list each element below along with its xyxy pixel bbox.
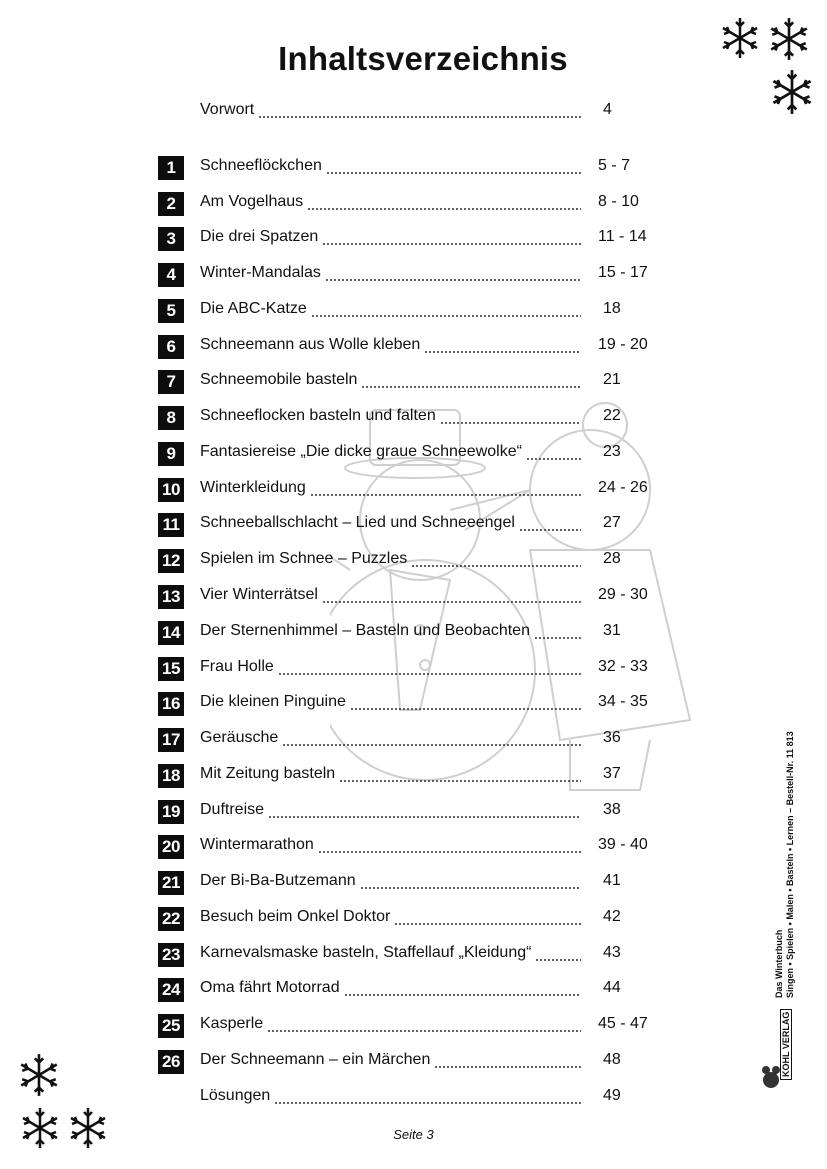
chapter-number-badge: 5 — [158, 299, 184, 323]
toc-entry-leader — [200, 765, 581, 787]
dot-leader — [361, 385, 581, 389]
chapter-number-badge: 1 — [158, 156, 184, 180]
dot-leader — [440, 421, 581, 425]
chapter-number-badge: 18 — [158, 764, 184, 788]
chapter-title: Der Sternenhimmel – Basteln und Beobachten — [200, 622, 530, 639]
toc-entry — [158, 100, 678, 124]
toc-entry-leader — [200, 872, 581, 894]
chapter-number-badge: 8 — [158, 406, 184, 430]
dot-leader — [318, 850, 581, 854]
toc-entry-leader — [200, 979, 581, 1001]
chapter-number-badge: 17 — [158, 728, 184, 752]
mouse-mascot-icon — [760, 1064, 782, 1090]
chapter-title: Die kleinen Pinguine — [200, 693, 346, 710]
dot-leader — [310, 493, 581, 497]
toc-entry — [158, 192, 678, 216]
toc-entry — [158, 835, 678, 859]
toc-entry — [158, 156, 678, 180]
toc-entry — [158, 370, 678, 394]
page-range: 44 — [603, 979, 621, 996]
dot-leader — [534, 636, 581, 640]
page-range: 41 — [603, 872, 621, 889]
page-range: 49 — [603, 1087, 621, 1104]
page-range: 37 — [603, 765, 621, 782]
chapter-number-badge: 11 — [158, 513, 184, 537]
toc-entry-leader — [200, 157, 581, 179]
snowflake-icon — [16, 1052, 62, 1098]
dot-leader — [360, 886, 581, 890]
page-range: 36 — [603, 729, 621, 746]
toc-entry — [158, 692, 678, 716]
toc-entry — [158, 1050, 678, 1074]
toc-entry — [158, 585, 678, 609]
toc-entry — [158, 800, 678, 824]
dot-leader — [258, 115, 581, 119]
toc-entry — [158, 299, 678, 323]
page-range: 8 - 10 — [598, 193, 639, 210]
toc-entry-leader — [200, 658, 581, 680]
dot-leader — [307, 207, 581, 211]
page-number: Seite 3 — [393, 1127, 434, 1142]
page-range: 24 - 26 — [598, 479, 648, 496]
page-range: 34 - 35 — [598, 693, 648, 710]
page-title: Inhaltsverzeichnis — [278, 40, 568, 77]
dot-leader — [424, 350, 581, 354]
toc-entry — [158, 442, 678, 466]
dot-leader — [274, 1101, 581, 1105]
chapter-number-badge: 12 — [158, 549, 184, 573]
toc-entry — [158, 1086, 678, 1110]
dot-leader — [267, 1029, 581, 1033]
chapter-number-badge: 21 — [158, 871, 184, 895]
page-range: 5 - 7 — [598, 157, 631, 174]
page-range: 19 - 20 — [598, 336, 648, 353]
toc-entry-leader — [200, 371, 581, 393]
chapter-number-badge: 3 — [158, 227, 184, 251]
page-range: 15 - 17 — [598, 264, 648, 281]
page-range: 22 — [603, 407, 621, 424]
chapter-title: Duftreise — [200, 801, 265, 818]
chapter-number-badge: 24 — [158, 978, 184, 1002]
toc-entry-leader — [200, 729, 581, 751]
toc-entry — [158, 764, 678, 788]
page-range: 48 — [603, 1051, 621, 1068]
dot-leader — [282, 743, 581, 747]
page-range: 21 — [603, 371, 621, 388]
toc-entry — [158, 263, 678, 287]
toc-entry — [158, 871, 678, 895]
dot-leader — [350, 707, 581, 711]
chapter-title: Geräusche — [200, 729, 279, 746]
side-caption — [774, 731, 814, 1008]
dot-leader — [411, 564, 581, 568]
toc-entry-leader — [200, 300, 581, 322]
chapter-number-badge: 22 — [158, 907, 184, 931]
dot-leader — [394, 922, 581, 926]
chapter-title: Oma fährt Motorrad — [200, 979, 340, 996]
toc-entry-leader — [200, 801, 581, 823]
toc-entry — [158, 1014, 678, 1038]
toc-entry-leader — [200, 1051, 581, 1073]
chapter-title: Schneeflöckchen — [200, 157, 322, 174]
toc-entry-leader — [200, 407, 581, 429]
toc-entry-leader — [200, 101, 581, 123]
dot-leader — [344, 993, 581, 997]
page-range: 27 — [603, 514, 621, 531]
page-range: 38 — [603, 801, 621, 818]
page-range: 11 - 14 — [598, 228, 647, 245]
chapter-title: Am Vogelhaus — [200, 193, 304, 210]
chapter-title: Schneeflocken basteln und falten — [200, 407, 436, 424]
publisher-name: KOHL VERLAG — [780, 1009, 792, 1080]
chapter-number-badge: 25 — [158, 1014, 184, 1038]
dot-leader — [535, 958, 581, 962]
page-range: 23 — [603, 443, 621, 460]
chapter-number-badge: 20 — [158, 835, 184, 859]
dot-leader — [322, 600, 581, 604]
chapter-number-badge: 9 — [158, 442, 184, 466]
chapter-title: Schneeballschlacht – Lied und Schneeengel — [200, 514, 515, 531]
snowflake-icon — [766, 16, 812, 62]
chapter-title: Frau Holle — [200, 658, 274, 675]
snowflake-icon — [768, 68, 816, 116]
toc-entry-leader — [200, 550, 581, 572]
chapter-title: Karnevalsmaske basteln, Staffellauf „Kleidung“ — [200, 944, 532, 961]
toc-entry-leader — [200, 479, 581, 501]
dot-leader — [519, 528, 581, 532]
side-caption-title: Das Winterbuch — [774, 929, 784, 998]
chapter-title: Wintermarathon — [200, 836, 314, 853]
toc-entry-leader — [200, 586, 581, 608]
chapter-title: Kasperle — [200, 1015, 264, 1032]
dot-leader — [278, 672, 581, 676]
chapter-number-badge: 19 — [158, 800, 184, 824]
dot-leader — [311, 314, 581, 318]
chapter-number-badge: 7 — [158, 370, 184, 394]
chapter-title: Winterkleidung — [200, 479, 306, 496]
chapter-title: Vorwort — [200, 101, 255, 118]
chapter-title: Besuch beim Onkel Doktor — [200, 908, 391, 925]
dot-leader — [268, 815, 581, 819]
page-range: 29 - 30 — [598, 586, 648, 603]
page-range: 31 — [603, 622, 621, 639]
chapter-title: Schneemann aus Wolle kleben — [200, 336, 421, 353]
chapter-number-badge: 6 — [158, 335, 184, 359]
dot-leader — [434, 1065, 581, 1069]
chapter-title: Vier Winterrätsel — [200, 586, 318, 603]
toc-entry-leader — [200, 514, 581, 536]
chapter-number-badge: 10 — [158, 478, 184, 502]
chapter-number-badge: 26 — [158, 1050, 184, 1074]
side-caption-subtitle: Singen • Spielen • Malen • Basteln • Lernen – Bestell-Nr. 11 813 — [785, 731, 795, 998]
toc-entry-leader — [200, 1087, 581, 1109]
toc-entry-leader — [200, 693, 581, 715]
toc-entry — [158, 621, 678, 645]
toc-entry-leader — [200, 443, 581, 465]
page-range: 18 — [603, 300, 621, 317]
toc-entry-leader — [200, 836, 581, 858]
chapter-title: Der Schneemann – ein Märchen — [200, 1051, 431, 1068]
chapter-title: Winter-Mandalas — [200, 264, 321, 281]
toc-entry — [158, 513, 678, 537]
page-range: 42 — [603, 908, 621, 925]
dot-leader — [326, 171, 581, 175]
dot-leader — [325, 278, 581, 282]
toc-entry-leader — [200, 908, 581, 930]
page-range: 39 - 40 — [598, 836, 648, 853]
chapter-title: Spielen im Schnee – Puzzles — [200, 550, 408, 567]
dot-leader — [322, 242, 581, 246]
chapter-title: Fantasiereise „Die dicke graue Schneewolke“ — [200, 443, 522, 460]
toc-entry-leader — [200, 1015, 581, 1037]
toc-entry-leader — [200, 228, 581, 250]
chapter-number-badge: 15 — [158, 657, 184, 681]
toc-entry — [158, 728, 678, 752]
toc-entry — [158, 227, 678, 251]
chapter-title: Schneemobile basteln — [200, 371, 358, 388]
page-range: 28 — [603, 550, 621, 567]
toc-entry — [158, 657, 678, 681]
chapter-number-badge: 2 — [158, 192, 184, 216]
toc-entry — [158, 549, 678, 573]
chapter-number-badge: 14 — [158, 621, 184, 645]
chapter-title: Mit Zeitung basteln — [200, 765, 336, 782]
page-range: 43 — [603, 944, 621, 961]
chapter-number-badge: 13 — [158, 585, 184, 609]
chapter-number-badge: 16 — [158, 692, 184, 716]
toc-entry-leader — [200, 944, 581, 966]
toc-entry-leader — [200, 622, 581, 644]
toc-entry-leader — [200, 264, 581, 286]
toc-entry — [158, 978, 678, 1002]
toc-entry — [158, 335, 678, 359]
chapter-title: Die ABC-Katze — [200, 300, 307, 317]
dot-leader — [339, 779, 581, 783]
toc-entry-leader — [200, 193, 581, 215]
toc-entry — [158, 478, 678, 502]
page-range: 45 - 47 — [598, 1015, 648, 1032]
dot-leader — [526, 457, 581, 461]
page-range: 32 - 33 — [598, 658, 648, 675]
chapter-title: Der Bi-Ba-Butzemann — [200, 872, 356, 889]
chapter-title: Lösungen — [200, 1087, 271, 1104]
toc-entry — [158, 406, 678, 430]
toc-entry — [158, 943, 678, 967]
toc-entry-leader — [200, 336, 581, 358]
chapter-title: Die drei Spatzen — [200, 228, 319, 245]
chapter-number-badge: 4 — [158, 263, 184, 287]
toc-entry — [158, 907, 678, 931]
snowflake-icon — [718, 16, 762, 60]
page-range: 4 — [603, 101, 612, 118]
chapter-number-badge: 23 — [158, 943, 184, 967]
